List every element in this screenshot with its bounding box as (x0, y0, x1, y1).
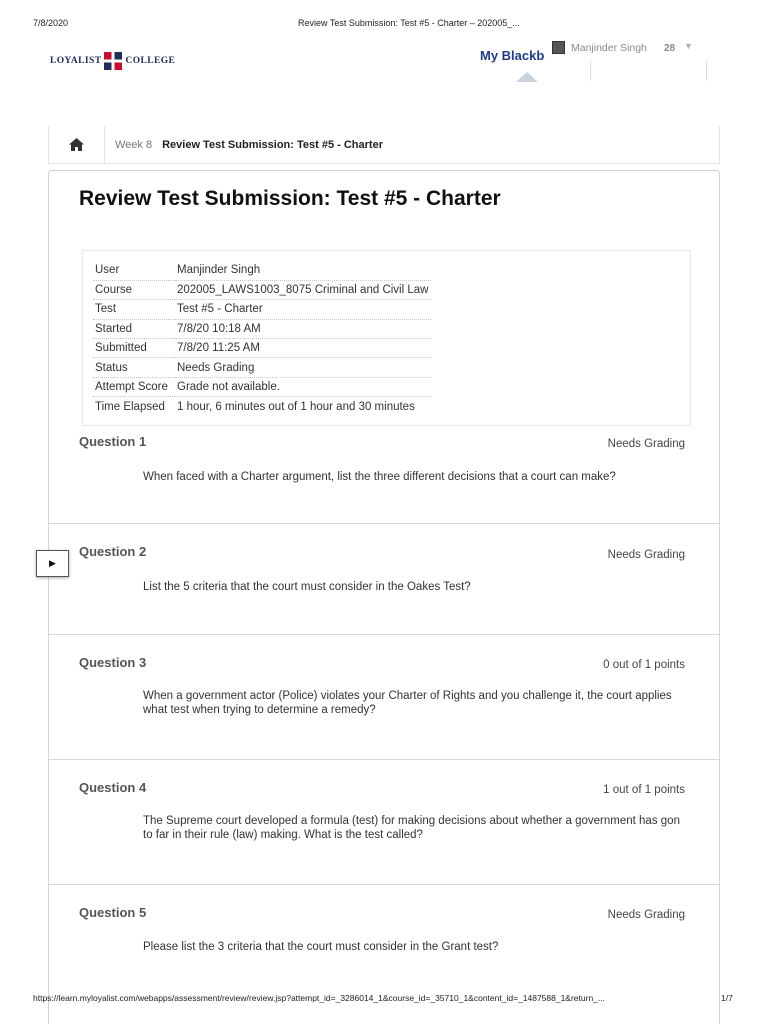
details-row (93, 280, 431, 299)
details-value: 7/8/20 10:18 AM (175, 319, 431, 338)
details-label: Attempt Score (93, 377, 175, 396)
caret-down-icon[interactable]: ▼ (684, 41, 693, 51)
details-label: Time Elapsed (95, 400, 165, 413)
logo-text-left: LOYALIST (50, 56, 102, 66)
print-page-number: 1/7 (721, 993, 733, 1003)
question-status: Needs Grading (607, 438, 685, 450)
print-date: 7/8/2020 (33, 18, 69, 28)
details-value: Manjinder Singh (175, 261, 431, 280)
question-text: When faced with a Charter argument, list the three different decisions that a court can make? (143, 471, 616, 483)
question-title: Question 4 (79, 780, 147, 795)
nav-divider (590, 61, 591, 81)
details-value: Test #5 - Charter (175, 300, 431, 319)
details-row (93, 319, 431, 338)
details-value: Grade not available. (175, 377, 431, 396)
question-text: When a government actor (Police) violates your Charter of Rights and you challenge it, the court applies what test when trying to determine a remedy? (143, 690, 672, 716)
details-row (93, 358, 431, 377)
flag-logo-icon (104, 52, 122, 70)
question-text: The Supreme court developed a formula (test) for making decisions about whether a government has gon to far in their rule (law) making. What is the test called? (143, 815, 680, 841)
question-1 (49, 426, 719, 524)
question-status: Needs Grading (607, 549, 685, 561)
question-status: 1 out of 1 points (603, 784, 685, 796)
details-label: User (93, 261, 175, 280)
question-title: Question 3 (79, 655, 147, 670)
details-table (93, 261, 431, 416)
question-5 (49, 885, 719, 985)
print-url: https://learn.myloyalist.com/webapps/assessment/review/review.jsp?attempt_id=_3286014_1&course_id=_35710_1&content_id=_1487588_1&return_... (33, 993, 605, 1003)
question-text: Please list the 3 criteria that the court must consider in the Grant test? (143, 941, 499, 953)
details-row (93, 339, 431, 358)
question-2 (49, 524, 719, 635)
user-avatar[interactable] (552, 41, 565, 54)
my-blackboard-link[interactable]: My Blackb (480, 48, 545, 63)
details-row (93, 300, 431, 319)
notification-count-badge[interactable]: 28 (664, 43, 676, 54)
details-value: 1 hour, 6 minutes out of 1 hour and 30 minutes (177, 400, 415, 413)
top-nav (470, 38, 720, 88)
college-logo[interactable] (50, 52, 175, 70)
question-3 (49, 635, 719, 760)
details-label: Submitted (93, 339, 175, 358)
submission-details (82, 250, 691, 426)
details-label: Started (93, 319, 175, 338)
question-status: 0 out of 1 points (603, 659, 685, 671)
details-value: Needs Grading (175, 358, 431, 377)
expand-menu-button[interactable] (36, 550, 69, 577)
play-icon: ▶ (49, 558, 56, 568)
question-status: Needs Grading (607, 909, 685, 921)
details-value: 7/8/20 11:25 AM (175, 339, 431, 358)
details-label: Test (93, 300, 175, 319)
question-text: List the 5 criteria that the court must consider in the Oakes Test? (143, 581, 471, 593)
page-title: Review Test Submission: Test #5 - Charter (79, 187, 501, 210)
content-panel (48, 170, 720, 1024)
user-menu-name[interactable]: Manjinder Singh (571, 42, 647, 54)
nav-divider (706, 61, 707, 81)
home-icon (69, 138, 84, 151)
home-button[interactable] (49, 126, 105, 164)
details-row (93, 261, 431, 280)
details-value: 202005_LAWS1003_8075 Criminal and Civil Law (175, 280, 431, 299)
breadcrumb-week-link[interactable]: Week 8 (115, 138, 153, 151)
question-title: Question 5 (79, 905, 147, 920)
details-row (93, 397, 431, 416)
logo-text-right: COLLEGE (125, 56, 176, 66)
details-label: Course (93, 280, 175, 299)
question-title: Question 2 (79, 544, 147, 559)
details-label: Status (93, 358, 175, 377)
details-row (93, 377, 431, 396)
print-title: Review Test Submission: Test #5 - Charter – 202005_... (298, 18, 520, 28)
question-title: Question 1 (79, 434, 147, 449)
breadcrumb-current: Review Test Submission: Test #5 - Charter (162, 138, 383, 151)
nav-pointer-arrow (516, 72, 538, 82)
breadcrumb (48, 126, 720, 164)
question-4 (49, 760, 719, 885)
